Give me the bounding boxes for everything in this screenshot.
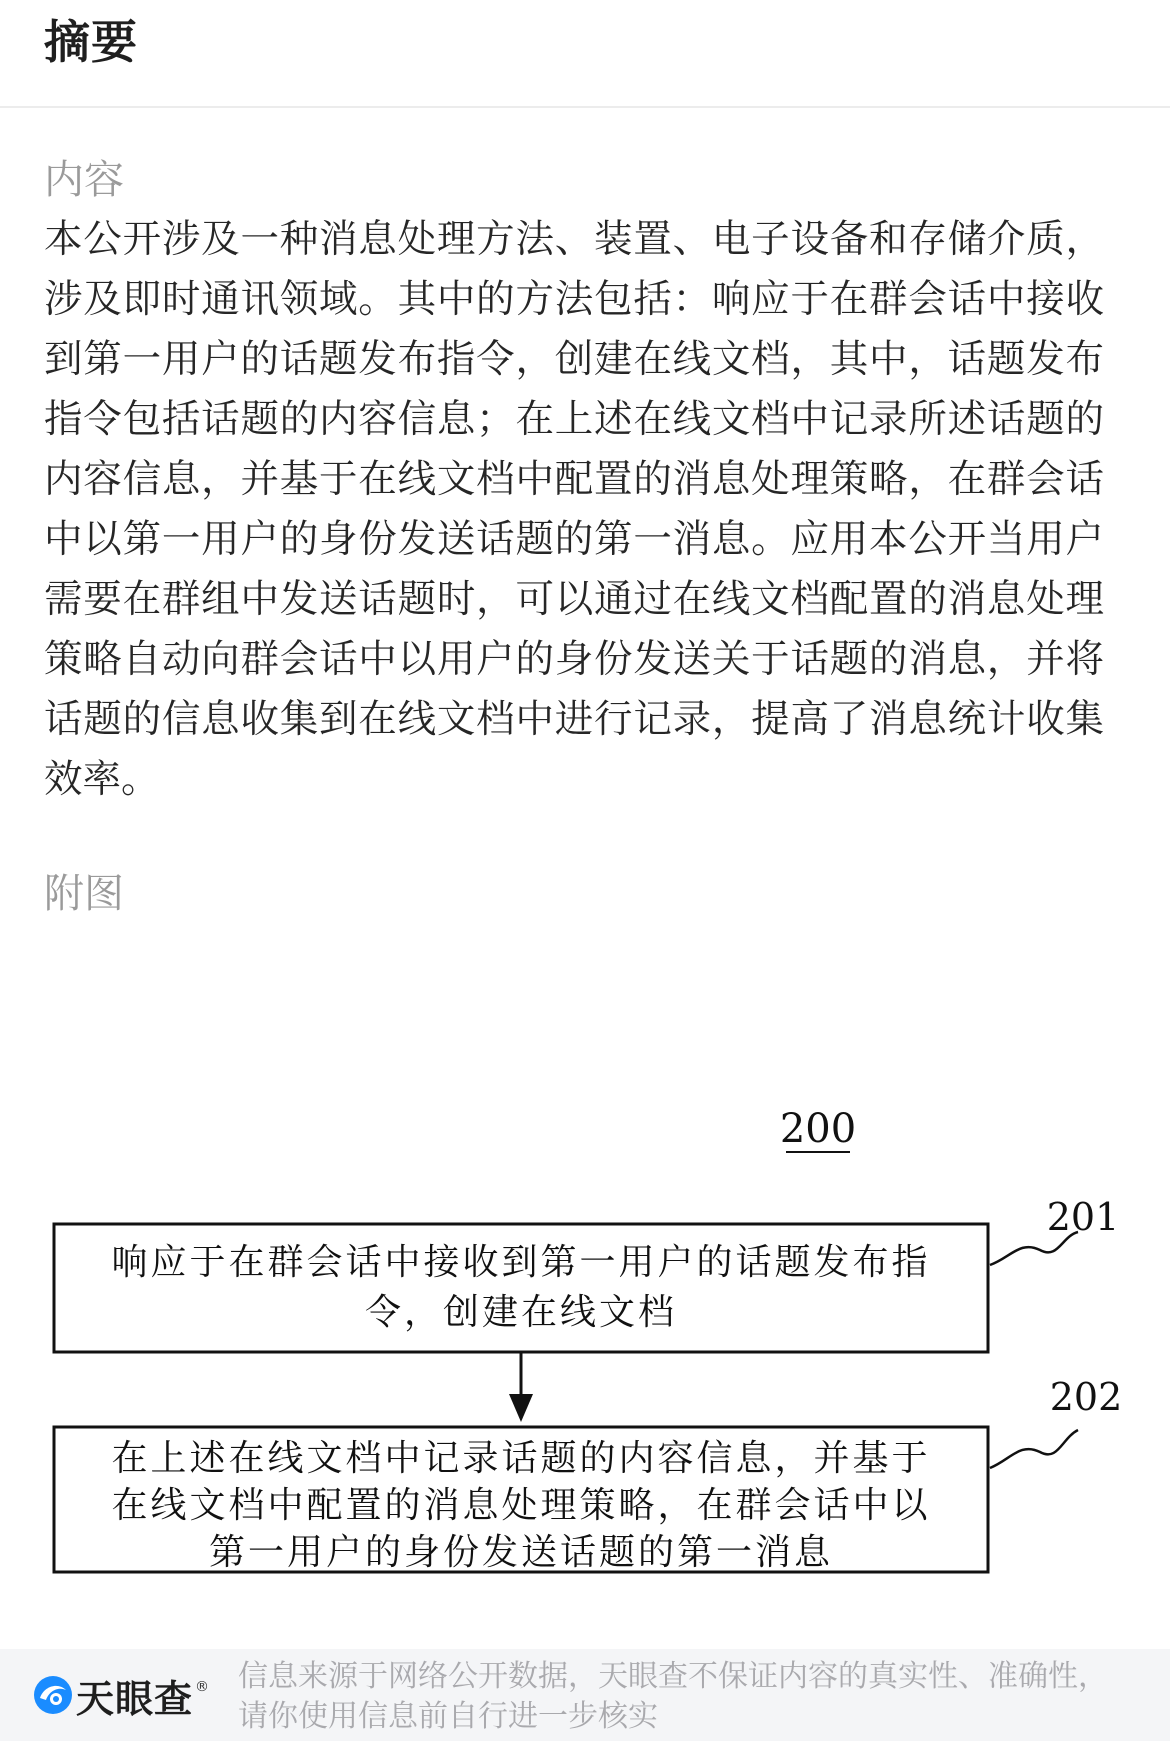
step-202-line2: 在线文档中配置的消息处理策略，在群会话中以 [111,1485,931,1526]
brand-name: 天眼查 [76,1676,194,1721]
disclaimer-line2: 请你使用信息前自行进一步核实 [238,1699,658,1734]
step-201-line2: 令，创建在线文档 [364,1292,678,1333]
step-202-leader [990,1430,1078,1468]
step-202-ref: 202 [1049,1375,1123,1419]
flow-arrow-head [509,1394,533,1422]
step-202-line1: 在上述在线文档中记录话题的内容信息，并基于 [111,1438,931,1479]
figure-section-label: 附图 [44,871,124,917]
figure-number: 200 [779,1106,857,1152]
registered-mark: ® [195,1679,210,1695]
abstract-text: 本公开涉及一种消息处理方法、装置、电子设备和存储介质，涉及即时通讯领域。其中的方法包括：响应于在群会话中接收到第一用户的话题发布指令，创建在线文档，其中，话题发布指令包括话题的内容信息；在上述在线文档中记录所述话题的内容信息，并基于在线文档中配置的消息处理策略，在群会话中以第一用户的身份发送话题的第一消息。应用本公开当用户需要在群组中发送话题时，可以通过在线文档配置的消息处理策略自动向群会话中以用户的身份发送关于话题的消息，并将话题的信息收集到在线文档中进行记录，提高了消息统计收集效率。 [44,217,1104,802]
page-title: 摘要 [44,15,138,69]
step-202-line3: 第一用户的身份发送话题的第一消息 [208,1532,834,1573]
tianyancha-logo-icon [32,1674,74,1716]
step-201-ref: 201 [1046,1195,1120,1239]
header-divider [0,106,1170,108]
content-section-label: 内容 [44,157,124,203]
disclaimer-line1: 信息来源于网络公开数据，天眼查不保证内容的真实性、准确性， [238,1659,1108,1694]
flowchart-figure [0,1090,1170,1590]
brand-logo[interactable] [32,1671,209,1719]
step-201-line1: 响应于在群会话中接收到第一用户的话题发布指 [111,1242,931,1283]
footer-bar [0,1649,1170,1741]
disclaimer-text [238,1657,1158,1737]
